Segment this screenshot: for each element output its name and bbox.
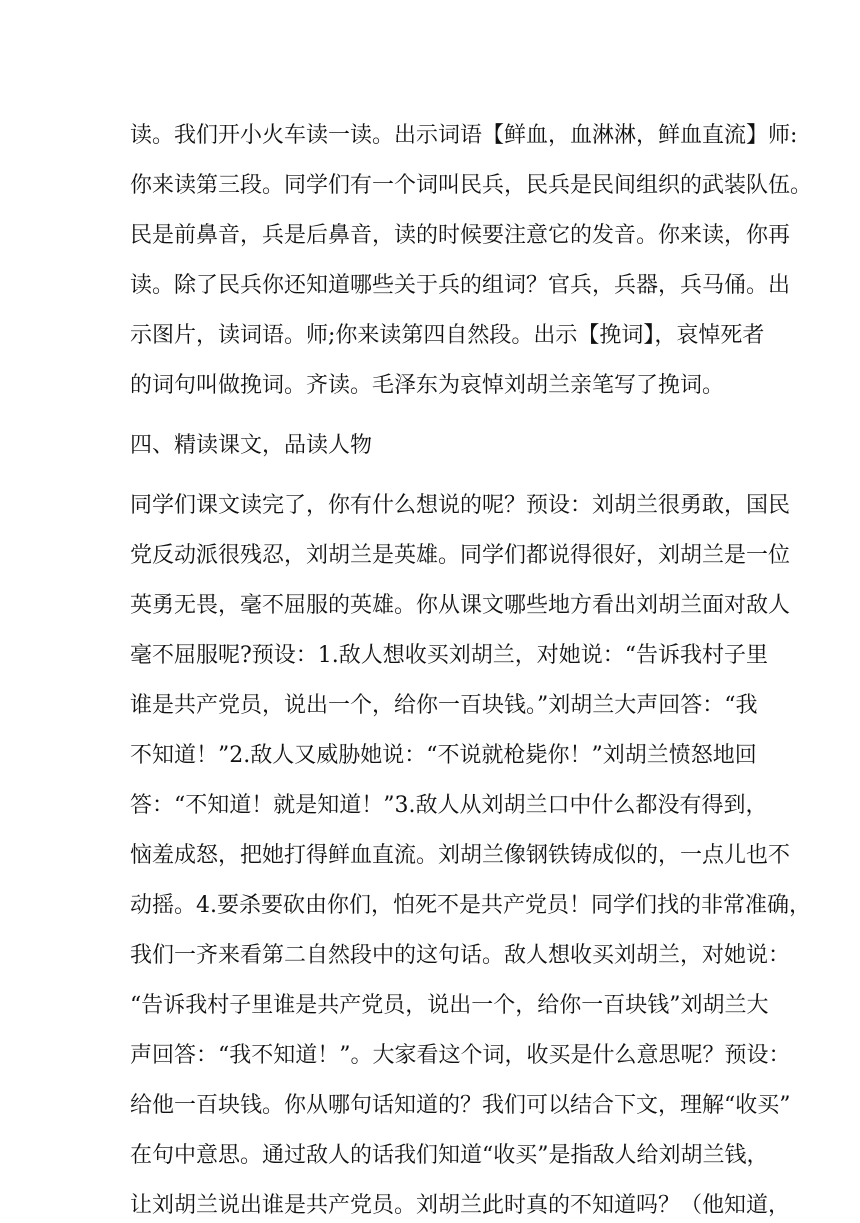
section-heading: 四、精读课文，品读人物	[130, 433, 373, 458]
paragraph-2-line-8: 恼羞成怒，把她打得鲜血直流。刘胡兰像钢铁铸成似的，一点儿也不	[130, 843, 791, 868]
paragraph-2-line-5: 谁是共产党员，说出一个，给你一百块钱。”刘胡兰大声回答：“我	[130, 693, 758, 718]
paragraph-2-line-13: 给他一百块钱。你从哪句话知道的？我们可以结合下文，理解“收买”	[130, 1093, 791, 1118]
paragraph-2-line-7: 答：“不知道！就是知道！”3.敌人从刘胡兰口中什么都没有得到，	[130, 793, 768, 818]
paragraph-2-line-9: 动摇。4.要杀要砍由你们，怕死不是共产党员！同学们找的非常准确，	[130, 893, 811, 918]
paragraph-2-line-2: 党反动派很残忍，刘胡兰是英雄。同学们都说得很好，刘胡兰是一位	[130, 543, 791, 568]
paragraph-1-line-6: 的词句叫做挽词。齐读。毛泽东为哀悼刘胡兰亲笔写了挽词。	[130, 373, 725, 398]
paragraph-2-line-11: “告诉我村子里谁是共产党员，说出一个，给你一百块钱”刘胡兰大	[130, 993, 769, 1018]
paragraph-1-line-1: 读。我们开小火车读一读。出示词语【鲜血，血淋淋，鲜血直流】师:	[130, 123, 798, 148]
paragraph-2-line-4: 毫不屈服呢?预设：1.敌人想收买刘胡兰，对她说：“告诉我村子里	[130, 643, 769, 668]
paragraph-2-line-3: 英勇无畏，毫不屈服的英雄。你从课文哪些地方看出刘胡兰面对敌人	[130, 593, 791, 618]
paragraph-2-line-10: 我们一齐来看第二自然段中的这句话。敌人想收买刘胡兰，对她说：	[130, 943, 791, 968]
paragraph-1-line-4: 读。除了民兵你还知道哪些关于兵的组词？官兵，兵器，兵马俑。出	[130, 273, 791, 298]
paragraph-2-line-6: 不知道！”2.敌人又威胁她说：“不说就枪毙你！”刘胡兰愤怒地回	[130, 743, 757, 768]
paragraph-2-line-1: 同学们课文读完了，你有什么想说的呢？预设：刘胡兰很勇敢，国民	[130, 493, 791, 518]
paragraph-1-line-2: 你来读第三段。同学们有一个词叫民兵，民兵是民间组织的武装队伍。	[130, 173, 813, 198]
paragraph-1-line-5: 示图片，读词语。师;你来读第四自然段。出示【挽词】，哀悼死者	[130, 323, 765, 348]
paragraph-2-line-15: 让刘胡兰说出谁是共产党员。刘胡兰此时真的不知道吗？（他知道，	[130, 1193, 791, 1218]
paragraph-2-line-12: 声回答：“我不知道！”。大家看这个词，收买是什么意思呢？预设：	[130, 1043, 791, 1068]
paragraph-2-line-14: 在句中意思。通过敌人的话我们知道“收买”是指敌人给刘胡兰钱，	[130, 1143, 769, 1168]
paragraph-1-line-3: 民是前鼻音，兵是后鼻音，读的时候要注意它的发音。你来读，你再	[130, 223, 791, 248]
